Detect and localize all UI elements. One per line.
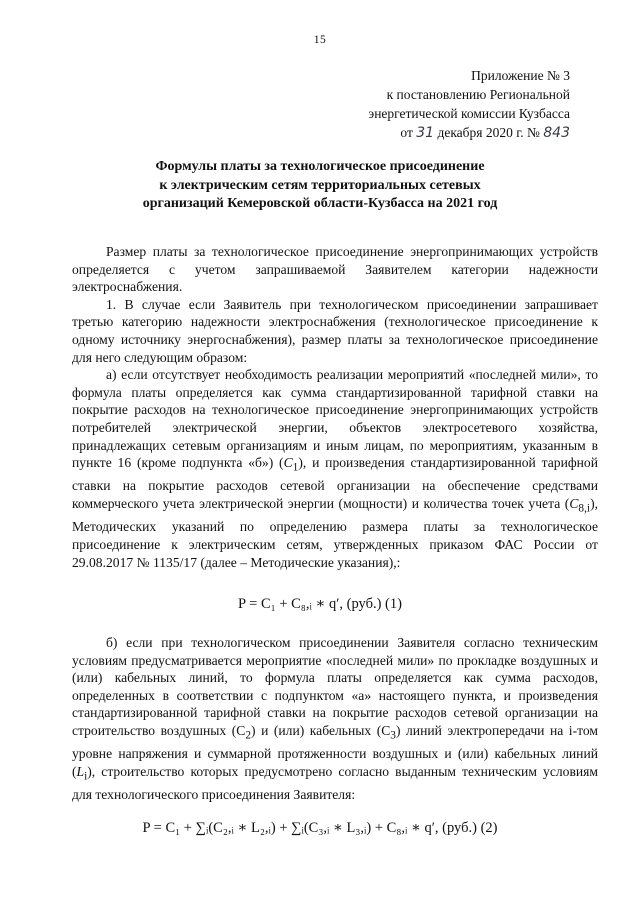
symbol-l-sub: i	[84, 770, 88, 783]
date-prefix: от	[400, 125, 413, 140]
appendix-line-1: Приложение № 3	[471, 68, 570, 83]
body-section-2	[72, 634, 598, 804]
paragraph-1: 1. В случае если Заявитель при технологическом присоединении запрашивает третью категорию надежности электроснабжения (технологическое присоединение к одному источнику энергоснабжения), размер платы за технологическое присоединение для него следующим образом:	[72, 296, 598, 365]
symbol-c2-sub: 2	[245, 729, 252, 742]
title-line-1: Формулы платы за технологическое присоединение	[155, 159, 485, 174]
paragraph-b-text-1: б) если при технологическом присоединении Заявителя согласно техническим условиям предусматривается мероприятие «последней мили» по прокладке воздушных и (или) кабельных линий, то формула платы определяется как сумма расходов, определенных в соответствии с подпунктом «а» настоящего пункта, и произведения стандартизированной тарифной ставки на покрытие расходов сетевой организации на строительство воздушных (С	[72, 635, 598, 738]
paragraph-b-text-2: ) и (или) кабельных (С	[251, 722, 391, 738]
body-section-1	[72, 243, 598, 571]
paragraph-b	[72, 634, 598, 804]
handwritten-day: 31	[416, 125, 435, 141]
formula-2: P = C₁ + ∑ᵢ(C₂,ᵢ ∗ L₂,ᵢ) + ∑ᵢ(C₃,ᵢ ∗ L₃,ᵢ) + C₈,ᵢ ∗ q′, (руб.) (2)	[142, 820, 498, 836]
symbol-c8-sub: 8,i	[578, 502, 591, 515]
paragraph-a-text-1: а) если отсутствует необходимость реализации мероприятий «последней мили», то формула платы определяется как сумма стандартизированной тарифной ставки на покрытие расходов на технологическое присоединение энергопринимающих устройств потребителей электрической энергии, объектов электросетевого хозяйства, принадлежащих сетевым организациям и иным лицам, по мероприятиям, указанным в пункте 16 (кроме подпункта «б») (	[72, 367, 598, 471]
paragraph-a-text-2: ), и произведения стандартизированной тарифной ставки на покрытие расходов сетевой организации на обеспечение средствами коммерческого учета электрической энергии (мощности) и количества точек учета (	[72, 455, 598, 512]
paragraph-a-text-3: ), Методических указаний по определению размера платы за технологическое присоединение к электрическим сетям, утвержденных приказом ФАС России от 29.08.2017 № 1135/17 (далее – Методические указания),:	[72, 496, 598, 570]
symbol-c1: C	[283, 455, 293, 471]
appendix-line-2: к постановлению Региональной	[386, 87, 570, 102]
appendix-line-3: энергетической комиссии Кузбасса	[368, 106, 570, 121]
date-middle: декабря 2020 г. №	[437, 125, 540, 140]
document-title	[110, 158, 530, 214]
formula-1: P = C₁ + C₈,ᵢ ∗ q′, (руб.) (1)	[238, 596, 402, 612]
appendix-date-line	[330, 123, 570, 143]
paragraph-a	[72, 366, 598, 571]
symbol-c1-sub: 1	[292, 461, 299, 474]
paragraph-b-text-4: ), строительство которых предусмотрено согласно выданным техническим условиям для технологического присоединения Заявителя:	[72, 763, 598, 803]
paragraph-b-text-3: ) линий электропередачи на i-том уровне напряжения и суммарной протяженности воздушных и (или) кабельных линий (	[72, 722, 598, 779]
symbol-c3-sub: 3	[390, 729, 396, 742]
paragraph-intro: Размер платы за технологическое присоединение энергопринимающих устройств определяется с учетом запрашиваемой Заявителем категории надежности электроснабжения.	[72, 244, 598, 295]
symbol-l: L	[76, 763, 85, 779]
appendix-header	[330, 66, 570, 143]
title-line-3: организаций Кемеровской области-Кузбасса на 2021 год	[142, 196, 498, 211]
handwritten-doc-number: 843	[543, 125, 570, 141]
symbol-c8: C	[569, 496, 579, 512]
page-number: 15	[313, 34, 327, 46]
title-line-2: к электрическим сетям территориальных сетевых	[159, 177, 481, 193]
